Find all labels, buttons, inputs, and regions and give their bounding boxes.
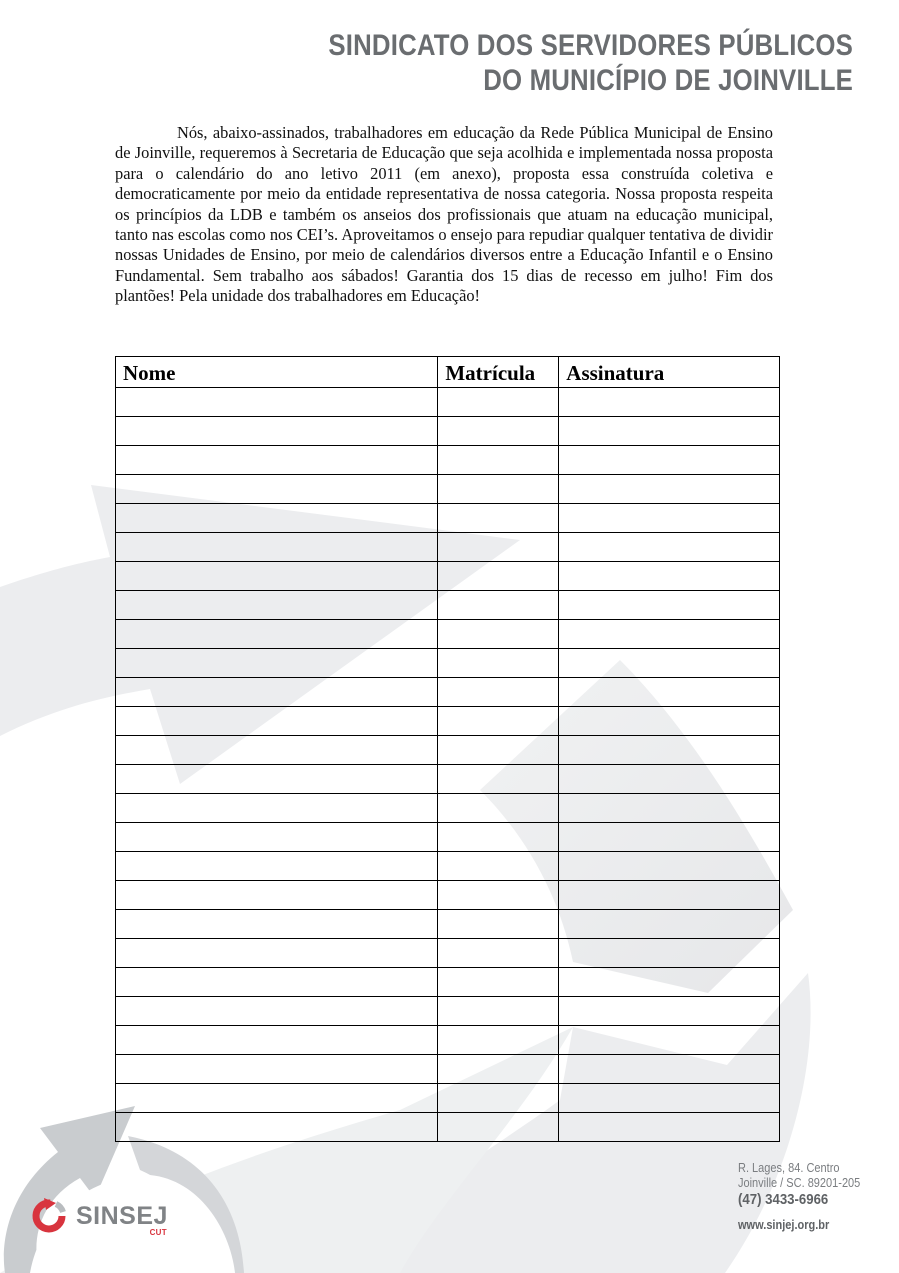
assinatura-cell[interactable] [559,968,780,997]
table-header-row [116,357,780,388]
table-row [116,620,780,649]
assinatura-cell[interactable] [559,591,780,620]
assinatura-cell[interactable] [559,1026,780,1055]
matricula-cell[interactable] [438,1055,559,1084]
matricula-cell[interactable] [438,910,559,939]
assinatura-cell[interactable] [559,1084,780,1113]
website-link[interactable]: www.sinjej.org.br [738,1218,830,1232]
assinatura-cell[interactable] [559,504,780,533]
matricula-cell[interactable] [438,475,559,504]
table-row [116,707,780,736]
assinatura-cell[interactable] [559,910,780,939]
assinatura-cell[interactable] [559,620,780,649]
union-name-header [328,28,853,98]
nome-cell[interactable] [116,968,438,997]
phone-number: (47) 3433-6966 [738,1191,829,1208]
matricula-cell[interactable] [438,678,559,707]
matricula-cell[interactable] [438,823,559,852]
nome-cell[interactable] [116,533,438,562]
nome-cell[interactable] [116,1084,438,1113]
assinatura-cell[interactable] [559,475,780,504]
nome-cell[interactable] [116,446,438,475]
header-title-line2: DO MUNICÍPIO DE JOINVILLE [483,64,853,97]
nome-cell[interactable] [116,707,438,736]
table-row [116,1055,780,1084]
assinatura-cell[interactable] [559,997,780,1026]
table-row [116,823,780,852]
matricula-cell[interactable] [438,504,559,533]
matricula-cell[interactable] [438,736,559,765]
nome-cell[interactable] [116,997,438,1026]
table-row [116,388,780,417]
nome-cell[interactable] [116,417,438,446]
table-row [116,736,780,765]
matricula-cell[interactable] [438,852,559,881]
assinatura-cell[interactable] [559,707,780,736]
assinatura-cell[interactable] [559,939,780,968]
table-row [116,910,780,939]
assinatura-cell[interactable] [559,794,780,823]
table-row [116,678,780,707]
nome-cell[interactable] [116,562,438,591]
table-row [116,591,780,620]
nome-cell[interactable] [116,504,438,533]
matricula-cell[interactable] [438,707,559,736]
matricula-cell[interactable] [438,997,559,1026]
petition-text: Nós, abaixo-assinados, trabalhadores em educação da Rede Pública Municipal de Ensino de Joinville, requeremos à Secretaria de Educação que seja acolhida e implementada nossa proposta para o calendário do ano letivo 2011 (em anexo), proposta essa construída coletiva e democraticamente por meio da entidade representativa de nossa categoria. Nossa proposta respeita os princípios da LDB e também os anseios dos profissionais que atuam na educação municipal, tanto nas escolas como nos CEI’s. Aproveitamos o ensejo para repudiar qualquer tentativa de dividir nossas Unidades de Ensino, por meio de calendários diversos entre a Educação Infantil e o Ensino Fundamental. Sem trabalho aos sábados! Garantia dos 15 dias de recesso em julho! Fim dos plantões! Pela unidade dos trabalhadores em Educação! [115,123,773,306]
matricula-cell[interactable] [438,591,559,620]
circular-arrow-icon [30,1196,70,1236]
nome-cell[interactable] [116,475,438,504]
matricula-cell[interactable] [438,562,559,591]
table-row [116,1084,780,1113]
nome-cell[interactable] [116,1055,438,1084]
assinatura-cell[interactable] [559,765,780,794]
matricula-cell[interactable] [438,765,559,794]
assinatura-cell[interactable] [559,562,780,591]
assinatura-cell[interactable] [559,852,780,881]
sinsej-logo [30,1196,168,1236]
nome-cell[interactable] [116,1026,438,1055]
nome-cell[interactable] [116,939,438,968]
column-header-nome: Nome [116,357,438,388]
matricula-cell[interactable] [438,881,559,910]
assinatura-cell[interactable] [559,1113,780,1142]
header-title-line1: SINDICATO DOS SERVIDORES PÚBLICOS [328,29,853,62]
table-row [116,562,780,591]
matricula-cell[interactable] [438,1113,559,1142]
table-row [116,1113,780,1142]
table-row [116,417,780,446]
contact-info [738,1161,877,1232]
column-header-matricula: Matrícula [438,357,559,388]
nome-cell[interactable] [116,823,438,852]
matricula-cell[interactable] [438,1026,559,1055]
matricula-cell[interactable] [438,388,559,417]
assinatura-cell[interactable] [559,649,780,678]
nome-cell[interactable] [116,678,438,707]
signature-table [115,356,780,1142]
table-row [116,881,780,910]
table-row [116,446,780,475]
matricula-cell[interactable] [438,939,559,968]
matricula-cell[interactable] [438,968,559,997]
matricula-cell[interactable] [438,620,559,649]
matricula-cell[interactable] [438,794,559,823]
table-row [116,475,780,504]
assinatura-cell[interactable] [559,678,780,707]
assinatura-cell[interactable] [559,823,780,852]
nome-cell[interactable] [116,910,438,939]
table-row [116,852,780,881]
nome-cell[interactable] [116,765,438,794]
logo-name: SINSEJ [76,1201,168,1230]
nome-cell[interactable] [116,881,438,910]
table-row [116,968,780,997]
assinatura-cell[interactable] [559,417,780,446]
address-line-2: Joinville / SC. 89201-205 [738,1176,861,1190]
matricula-cell[interactable] [438,446,559,475]
matricula-cell[interactable] [438,533,559,562]
table-row [116,939,780,968]
nome-cell[interactable] [116,794,438,823]
table-row [116,649,780,678]
assinatura-cell[interactable] [559,1055,780,1084]
nome-cell[interactable] [116,591,438,620]
matricula-cell[interactable] [438,417,559,446]
table-row [116,794,780,823]
nome-cell[interactable] [116,736,438,765]
nome-cell[interactable] [116,388,438,417]
assinatura-cell[interactable] [559,533,780,562]
nome-cell[interactable] [116,649,438,678]
assinatura-cell[interactable] [559,736,780,765]
nome-cell[interactable] [116,1113,438,1142]
address-line-1: R. Lages, 84. Centro [738,1161,840,1175]
assinatura-cell[interactable] [559,881,780,910]
signature-rows [116,388,780,1142]
matricula-cell[interactable] [438,1084,559,1113]
column-header-assinatura: Assinatura [559,357,780,388]
matricula-cell[interactable] [438,649,559,678]
table-row [116,1026,780,1055]
table-row [116,533,780,562]
logo-sub: CUT [149,1227,167,1237]
assinatura-cell[interactable] [559,388,780,417]
table-row [116,765,780,794]
table-row [116,504,780,533]
table-row [116,997,780,1026]
nome-cell[interactable] [116,620,438,649]
nome-cell[interactable] [116,852,438,881]
assinatura-cell[interactable] [559,446,780,475]
